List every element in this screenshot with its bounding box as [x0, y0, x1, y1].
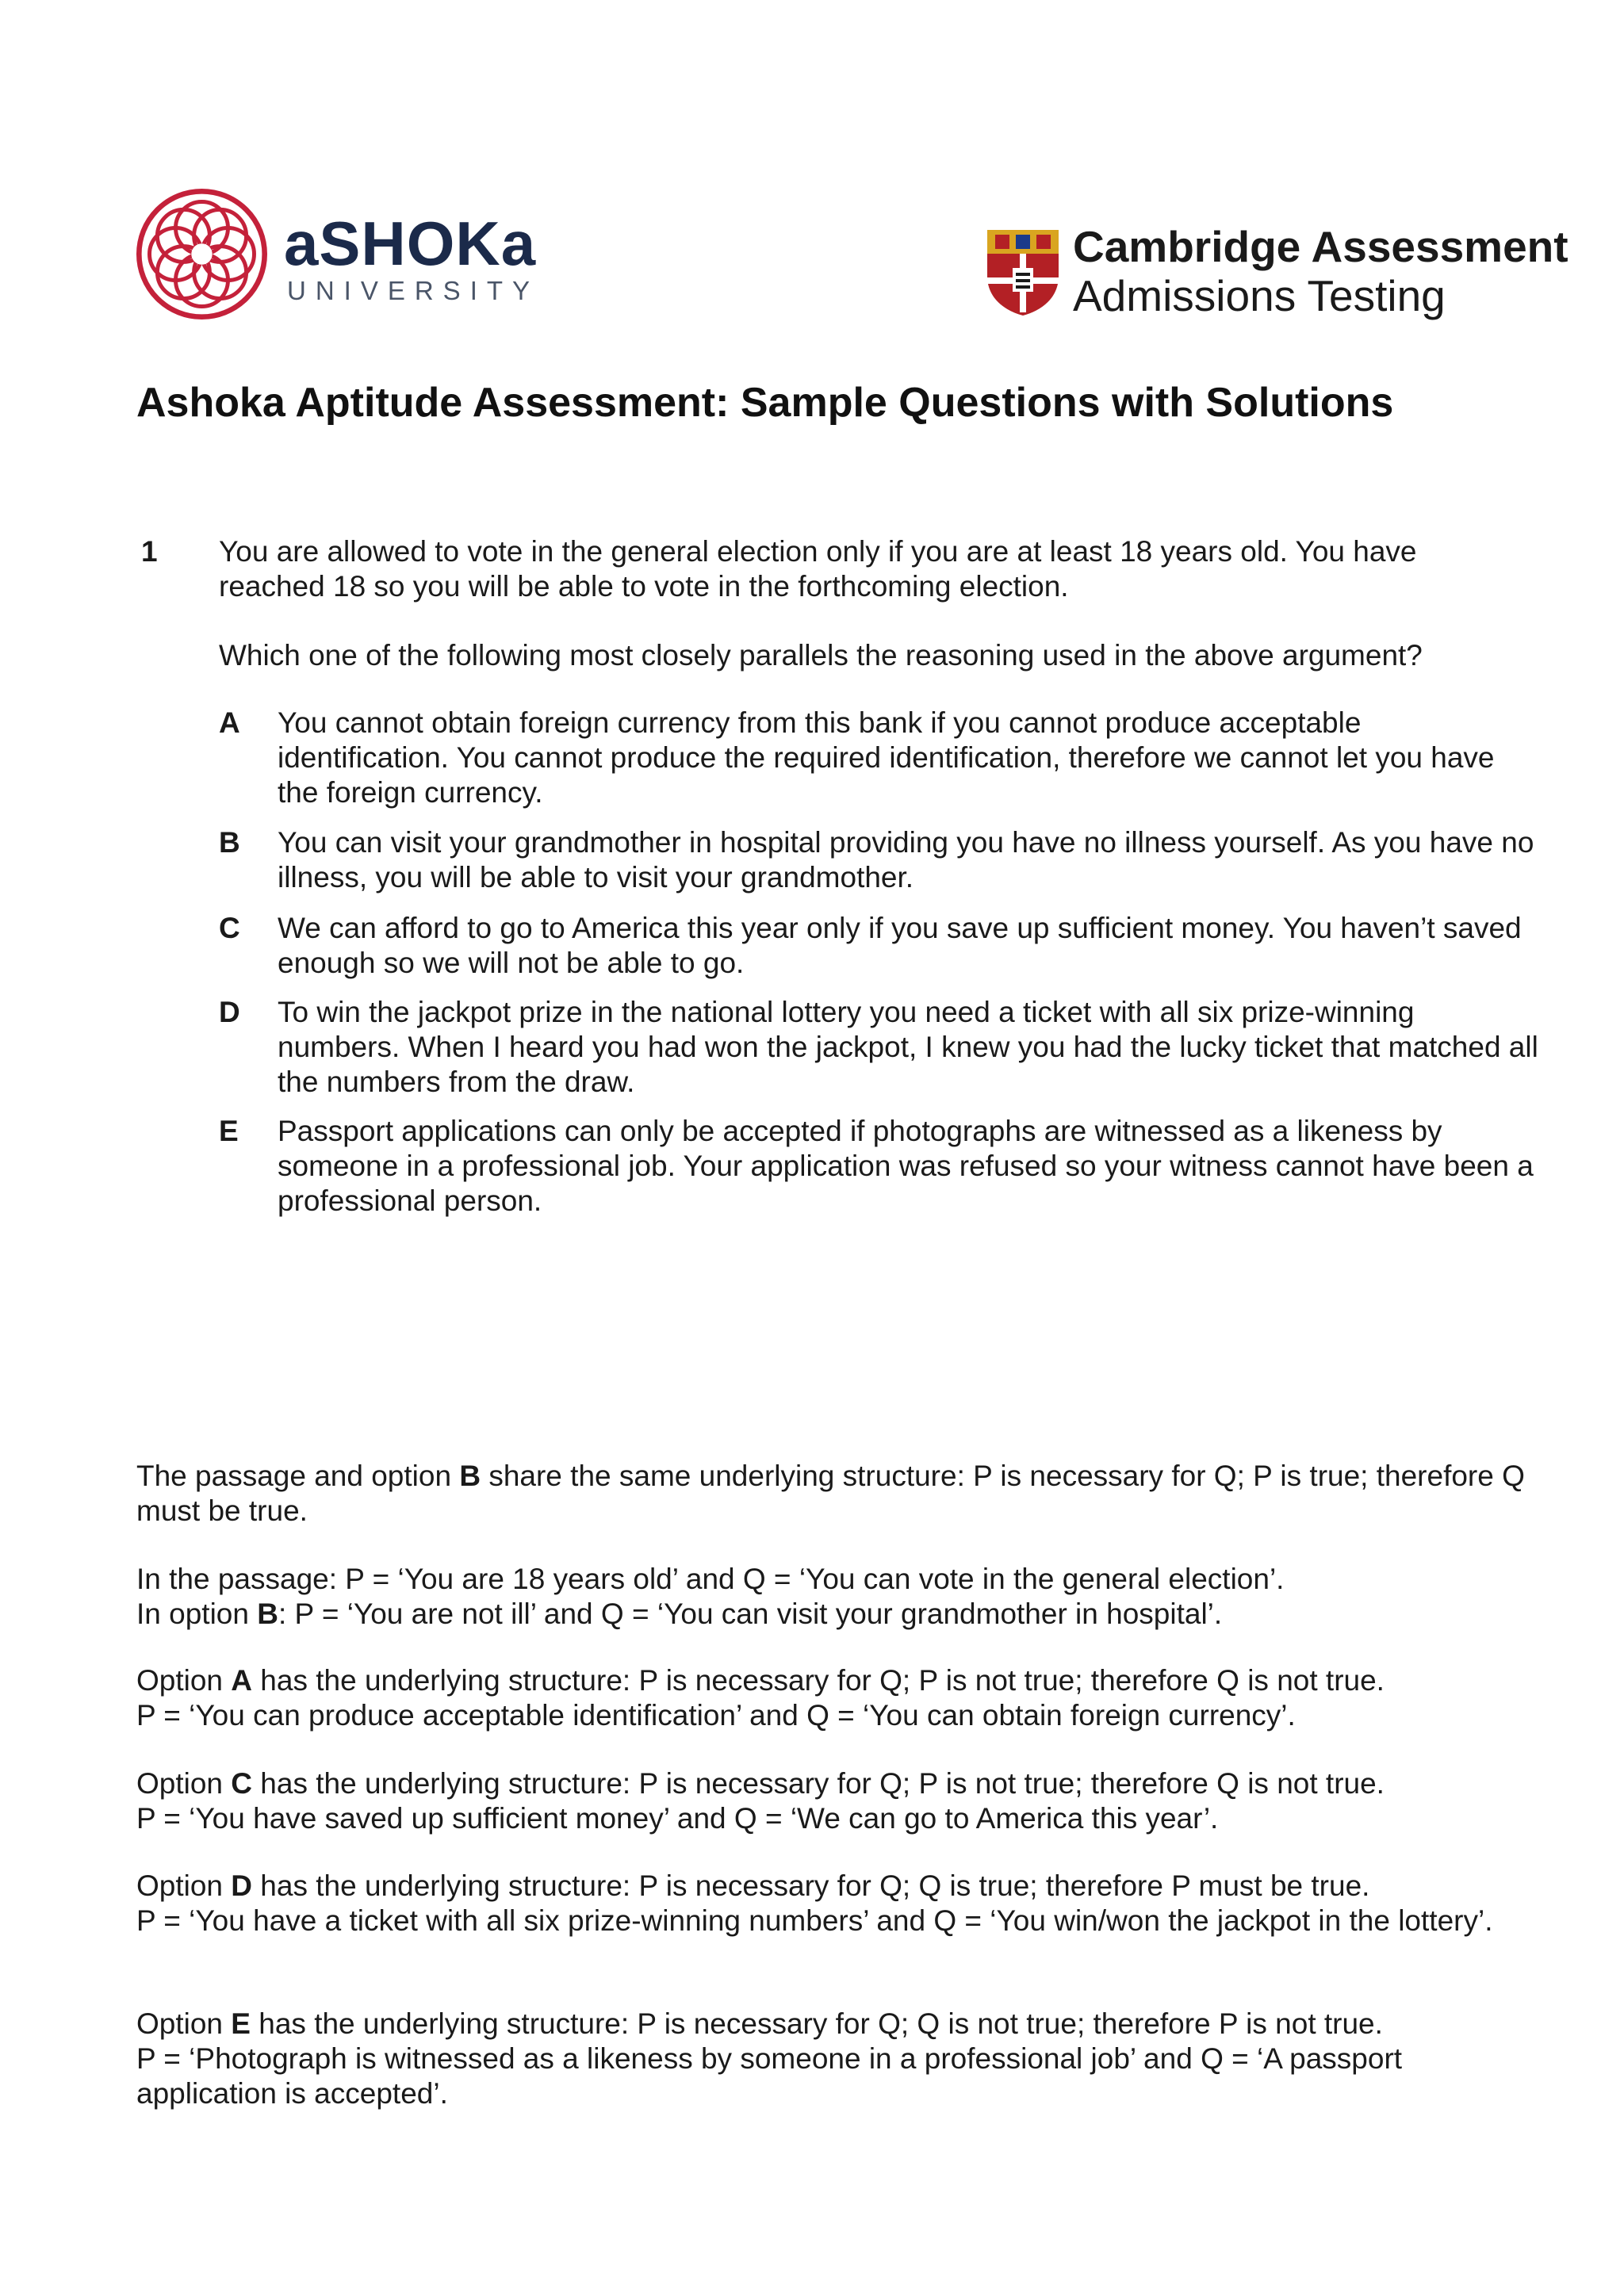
option-text: Passport applications can only be accepted if photographs are witnessed as a likeness by someone in a professional job. Your application was refused so your witness cannot have been a professional person. [278, 1115, 1534, 1217]
solution-text: Option [136, 1767, 232, 1800]
cambridge-shield-icon [986, 228, 1060, 317]
option-text: You can visit your grandmother in hospital providing you have no illness yourself. As you have no illness, you will be able to visit your grandmother. [278, 826, 1534, 894]
solution-text: In the passage: P = ‘You are 18 years old’ and Q = ‘You can vote in the general election’. [136, 1563, 1285, 1595]
solution-option-d [136, 1869, 1532, 1938]
solution-line [136, 1869, 1532, 1904]
option-letter: A [219, 706, 240, 739]
solution-text: P = ‘You can produce acceptable identification’ and Q = ‘You can obtain foreign currency’. [136, 1699, 1296, 1732]
solution-option-ref: A [231, 1664, 253, 1697]
solution-text: has the underlying structure: P is necessary for Q; Q is not true; therefore P is not true. [250, 2007, 1383, 2040]
solution-text: Option [136, 1664, 232, 1697]
question-prompt: Which one of the following most closely parallels the reasoning used in the above argument? [219, 639, 1423, 672]
solution-option-e [136, 2007, 1532, 2111]
cambridge-line2: Admissions Testing [1073, 271, 1446, 320]
option-text: We can afford to go to America this year only if you save up sufficient money. You haven’t saved enough so we will not be able to go. [278, 912, 1522, 979]
solution-option-a [136, 1663, 1532, 1733]
option-letter: D [219, 996, 240, 1028]
option-letter: E [219, 1115, 239, 1147]
solution-option-c [136, 1766, 1532, 1836]
option-letter: B [219, 826, 240, 859]
solution-text: P = ‘You have saved up sufficient money’ and Q = ‘We can go to America this year’. [136, 1802, 1219, 1835]
solution-option-ref: C [231, 1767, 253, 1800]
option-text: You cannot obtain foreign currency from this bank if you cannot produce acceptable identification. You cannot produce the required identification, therefore we cannot let you have the foreign currency. [278, 706, 1495, 809]
solution-text: P = ‘Photograph is witnessed as a likeness by someone in a professional job’ and Q = ‘A passport application is accepted’. [136, 2042, 1403, 2110]
solution-text: In option [136, 1598, 258, 1630]
ashoka-emblem-icon [136, 189, 267, 320]
solution-paragraph-2 [136, 1562, 1532, 1632]
cambridge-line1: Cambridge Assessment [1073, 222, 1568, 271]
solution-text: The passage and option [136, 1460, 460, 1492]
ashoka-university-logo [136, 189, 540, 323]
solution-text: Option [136, 1869, 232, 1902]
solution-text: has the underlying structure: P is necessary for Q; P is not true; therefore Q is not true. [252, 1767, 1385, 1800]
solution-option-ref: B [459, 1460, 481, 1492]
solution-paragraph-1 [136, 1459, 1532, 1529]
option-letter: C [219, 912, 240, 944]
question-stem: You are allowed to vote in the general election only if you are at least 18 years old. You have reached 18 so you will be able to vote in the forthcoming election. [219, 535, 1417, 603]
solution-text: P = ‘You have a ticket with all six prize-winning numbers’ and Q = ‘You win/won the jackpot in the lottery’. [136, 1904, 1493, 1937]
solution-text: has the underlying structure: P is necessary for Q; Q is true; therefore P must be true. [252, 1869, 1370, 1902]
solution-line [136, 1766, 1532, 1801]
solution-text: has the underlying structure: P is necessary for Q; P is not true; therefore Q is not true. [252, 1664, 1385, 1697]
solution-line [136, 1663, 1532, 1698]
cambridge-assessment-logo [986, 222, 1568, 323]
solution-text: share the same underlying structure: P is necessary for Q; P is true; therefore Q must be true. [136, 1460, 1525, 1527]
ashoka-wordmark: aSHOKa [284, 209, 537, 278]
option-text: To win the jackpot prize in the national lottery you need a ticket with all six prize-winning numbers. When I heard you had won the jackpot, I knew you had the lucky ticket that matched all the numbers from the draw. [278, 996, 1538, 1098]
solution-option-ref: D [231, 1869, 253, 1902]
solution-line [136, 1597, 1532, 1632]
solution-text: Option [136, 2007, 232, 2040]
solution-line [136, 2007, 1532, 2042]
solution-option-ref: B [257, 1598, 278, 1630]
solution-option-ref: E [231, 2007, 251, 2040]
ashoka-subtitle: UNIVERSITY [287, 276, 540, 305]
page-title: Ashoka Aptitude Assessment: Sample Questions with Solutions [136, 380, 1394, 426]
solution-text: : P = ‘You are not ill’ and Q = ‘You can visit your grandmother in hospital’. [278, 1598, 1223, 1630]
question-number: 1 [141, 535, 158, 568]
